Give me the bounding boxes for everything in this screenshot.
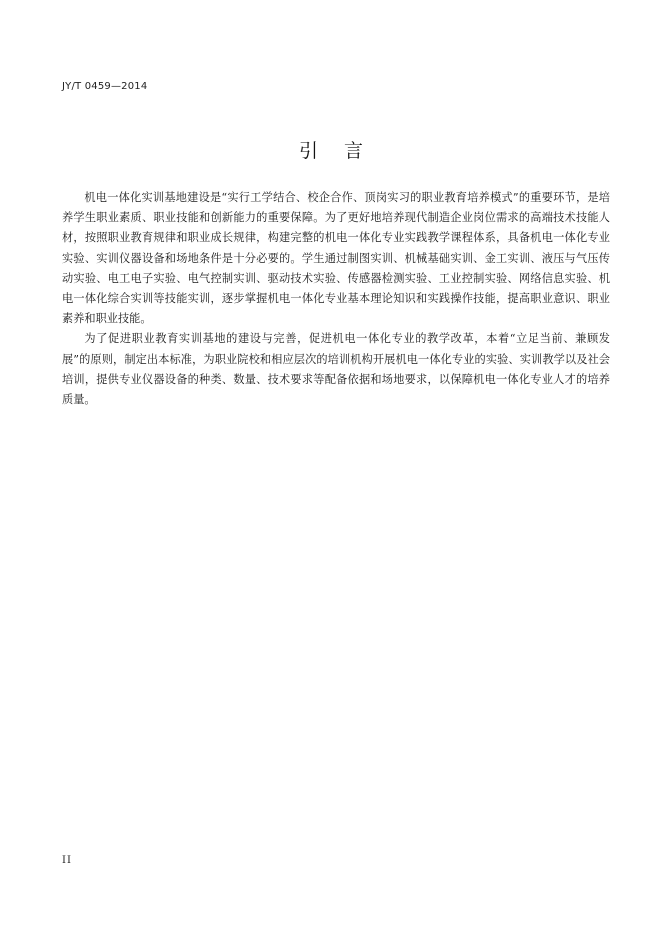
- section-title: 引言: [298, 140, 389, 162]
- standard-code: JY/T 0459—2014: [62, 81, 148, 92]
- paragraph-1: 机电一体化实训基地建设是“实行工学结合、校企合作、顶岗实习的职业教育培养模式”的重要环节，是培养学生职业素质、职业技能和创新能力的重要保障。为了更好地培养现代制造企业岗位需求的高端技术技能人材，按照职业教育规律和职业成长规律，构建完整的机电一体化专业实践教学课程体系，具备机电一体化专业实验、实训仪器设备和场地条件是十分必要的。学生通过制图实训、机械基础实训、金工实训、液压与气压传动实验、电工电子实验、电气控制实训、驱动技术实验、传感器检测实验、工业控制实验、网络信息实验、机电一体化综合实训等技能实训，逐步掌握机电一体化专业基本理论知识和实践操作技能，提高职业意识、职业素养和职业技能。: [62, 191, 610, 326]
- page-number: II: [62, 855, 72, 866]
- paragraph-2: 为了促进职业教育实训基地的建设与完善，促进机电一体化专业的教学改革，本着“立足当前、兼顾发展”的原则，制定出本标准，为职业院校和相应层次的培训机构开展机电一体化专业的实验、实训教学以及社会培训，提供专业仪器设备的种类、数量、技术要求等配备依据和场地要求，以保障机电一体化专业人才的培养质量。: [62, 332, 610, 407]
- body-text: [62, 188, 610, 410]
